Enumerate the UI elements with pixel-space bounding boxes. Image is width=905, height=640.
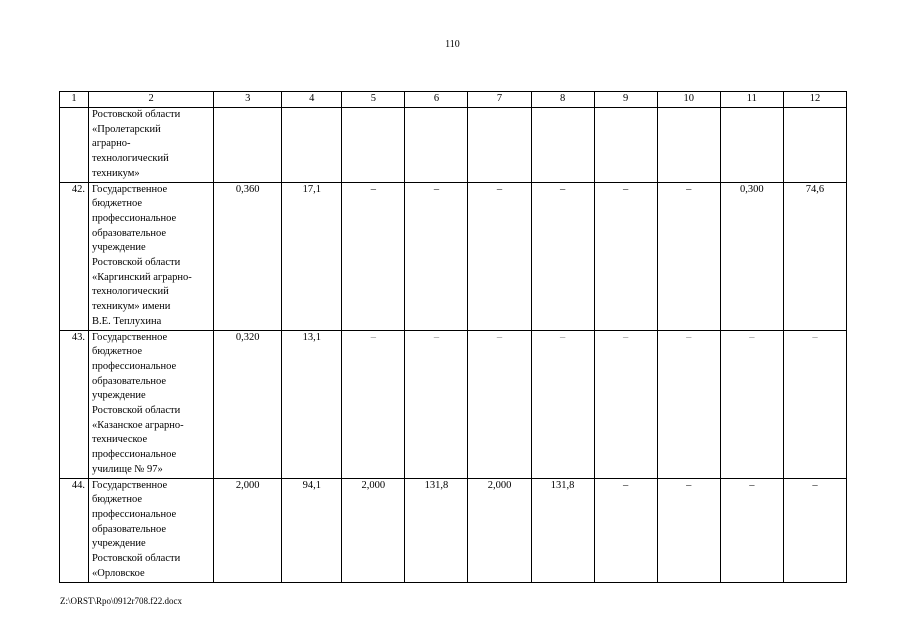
- table-cell: –: [783, 478, 846, 582]
- table-cell: –: [342, 182, 405, 330]
- table-cell: [405, 108, 468, 183]
- table-cell: –: [405, 182, 468, 330]
- column-header: 6: [405, 92, 468, 108]
- table-cell: –: [468, 330, 531, 478]
- table-cell: –: [342, 330, 405, 478]
- column-header: 3: [214, 92, 282, 108]
- table-cell: –: [594, 182, 657, 330]
- data-table: [59, 91, 847, 583]
- table-cell: 0,360: [214, 182, 282, 330]
- table-cell: –: [594, 478, 657, 582]
- table-cell: 2,000: [214, 478, 282, 582]
- column-header: 7: [468, 92, 531, 108]
- table-row: [60, 330, 847, 478]
- table-cell: [468, 108, 531, 183]
- table-cell: [531, 108, 594, 183]
- table-row: [60, 108, 847, 183]
- institution-name: Ростовской области «Пролетарский аграрно- технологический техникум»: [89, 108, 214, 183]
- table-cell: –: [531, 330, 594, 478]
- table-cell: 0,320: [214, 330, 282, 478]
- table-cell: 13,1: [282, 330, 342, 478]
- table-cell: –: [594, 330, 657, 478]
- table-cell: [282, 108, 342, 183]
- table-cell: –: [531, 182, 594, 330]
- table-cell: [783, 108, 846, 183]
- table-row: [60, 182, 847, 330]
- table-cell: 131,8: [405, 478, 468, 582]
- column-header: 4: [282, 92, 342, 108]
- table-cell: [657, 108, 720, 183]
- table-row: [60, 478, 847, 582]
- table-cell: 2,000: [468, 478, 531, 582]
- row-number: [60, 108, 89, 183]
- column-header: 11: [720, 92, 783, 108]
- column-header: 10: [657, 92, 720, 108]
- file-path-footer: Z:\ORST\Rpo\0912r708.f22.docx: [60, 596, 182, 606]
- table-cell: 94,1: [282, 478, 342, 582]
- table-cell: 131,8: [531, 478, 594, 582]
- column-header: 12: [783, 92, 846, 108]
- column-header: 1: [60, 92, 89, 108]
- table-cell: –: [720, 478, 783, 582]
- table-cell: –: [468, 182, 531, 330]
- table-header-row: [60, 92, 847, 108]
- column-header: 5: [342, 92, 405, 108]
- table-cell: [214, 108, 282, 183]
- row-number: 43.: [60, 330, 89, 478]
- table-cell: –: [657, 330, 720, 478]
- page-number: 110: [445, 39, 460, 50]
- table-cell: 74,6: [783, 182, 846, 330]
- table-cell: [342, 108, 405, 183]
- institution-name: Государственное бюджетное профессиональное образовательное учреждение Ростовской области «Каргинский аграрно- технологический техникум» имени В.Е. Теплухина: [89, 182, 214, 330]
- row-number: 42.: [60, 182, 89, 330]
- column-header: 9: [594, 92, 657, 108]
- column-header: 2: [89, 92, 214, 108]
- table-cell: –: [720, 330, 783, 478]
- table-cell: [720, 108, 783, 183]
- table-cell: 0,300: [720, 182, 783, 330]
- institution-name: Государственное бюджетное профессиональное образовательное учреждение Ростовской области «Казанское аграрно- техническое профессиональное училище № 97»: [89, 330, 214, 478]
- column-header: 8: [531, 92, 594, 108]
- row-number: 44.: [60, 478, 89, 582]
- table-cell: [594, 108, 657, 183]
- table-cell: 17,1: [282, 182, 342, 330]
- table-cell: –: [783, 330, 846, 478]
- table-cell: 2,000: [342, 478, 405, 582]
- table-cell: –: [657, 182, 720, 330]
- table-cell: –: [405, 330, 468, 478]
- table-cell: –: [657, 478, 720, 582]
- institution-name: Государственное бюджетное профессиональное образовательное учреждение Ростовской области «Орловское: [89, 478, 214, 582]
